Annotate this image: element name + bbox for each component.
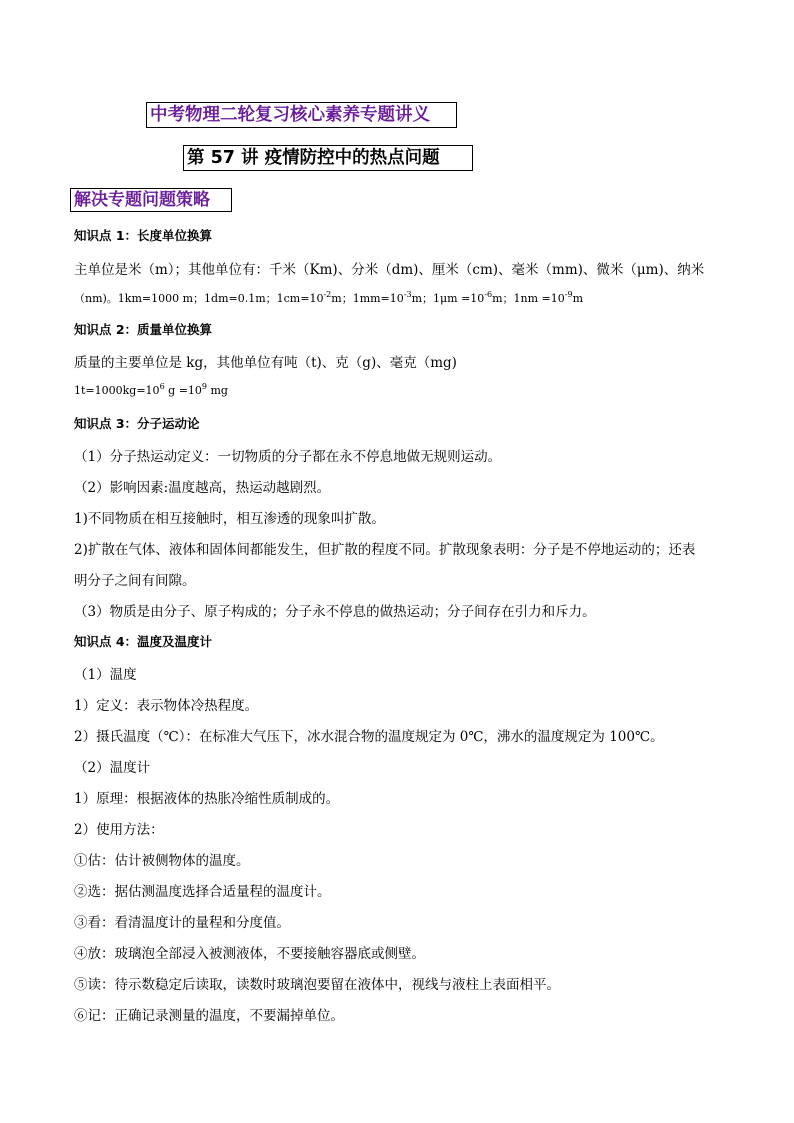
kp2-line2: $1t=1000kg=10^6$ $g =10^9$ mg [74,382,228,397]
kp4-line: 2）使用方法： [74,822,164,838]
kp2-line1: 质量的主要单位是 kg，其他单位有吨（t)、克（g)、毫克（mg) [74,355,457,371]
kp1-heading: 知识点 1：长度单位换算 [74,228,213,243]
kp4-heading: 知识点 4：温度及温度计 [74,634,213,649]
kp3-heading: 知识点 3：分子运动论 [74,416,200,431]
kp3-line: （3）物质是由分子、原子构成的；分子永不停息的做热运动；分子间存在引力和斥力。 [74,604,596,620]
kp1-line1: 主单位是米（m）；其他单位有：千米（Km)、分米（dm)、厘米（cm)、毫米（mm)、微米（μm)、纳米 [74,262,705,278]
kp4-line: ⑥记：正确记录测量的温度，不要漏掉单位。 [74,1008,344,1024]
kp3-line: （1）分子热运动定义：一切物质的分子都在永不停息地做无规则运动。 [74,449,502,465]
kp4-line: ⑤读：待示数稳定后读取，读数时玻璃泡要留在液体中，视线与液柱上表面相平。 [74,977,560,993]
section-title: 解决专题问题策略 [70,188,232,212]
lecture-title: 第 57 讲 疫情防控中的热点问题 [183,145,473,171]
kp1-line2: （nm)。1km=1000 m；1dm=0.1m；$1cm=10^{-2}m$；$1mm=10^{-3}m$；$1\mu m =10^{-6}m$；$1nm =10^{-9}m$ [74,290,583,305]
kp4-line: 1）原理：根据液体的热胀冷缩性质制成的。 [74,791,340,807]
kp4-line: 2）摄氏温度（℃）：在标准大气压下，冰水混合物的温度规定为 0℃，沸水的温度规定为 100℃。 [74,729,664,745]
kp3-line: 明分子之间有间隙。 [74,573,196,589]
kp4-line: ③看：看清温度计的量程和分度值。 [74,915,290,931]
kp3-line: 2)扩散在气体、液体和固体间都能发生，但扩散的程度不同。扩散现象表明：分子是不停地运动的；还表 [74,542,696,558]
kp4-line: （2）温度计 [74,760,151,776]
kp3-line: （2）影响因素:温度越高，热运动越剧烈。 [74,480,331,496]
kp2-heading: 知识点 2：质量单位换算 [74,322,213,337]
kp4-line: 1）定义：表示物体冷热程度。 [74,698,259,714]
kp4-line: （1）温度 [74,667,137,683]
kp4-line: ②选：据估测温度选择合适量程的温度计。 [74,884,331,900]
series-title: 中考物理二轮复习核心素养专题讲义 [146,102,457,128]
kp3-line: 1)不同物质在相互接触时，相互渗透的现象叫扩散。 [74,511,385,527]
kp4-line: ①估：估计被侧物体的温度。 [74,853,250,869]
kp4-line: ④放：玻璃泡全部浸入被测液体，不要接触容器底或侧壁。 [74,946,425,962]
